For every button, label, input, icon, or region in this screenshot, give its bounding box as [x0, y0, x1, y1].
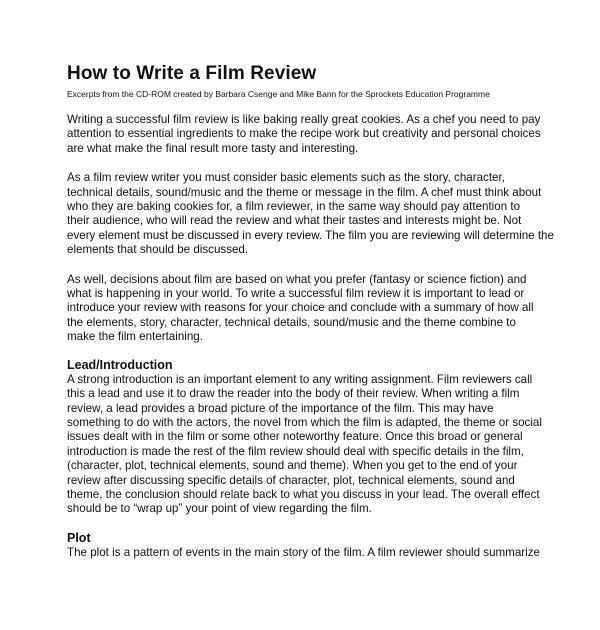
section-heading-lead: Lead/Introduction: [67, 357, 173, 372]
text-line: who they are baking cookies for, a film reviewer, in the same way should pay attention to: [67, 200, 521, 214]
intro-paragraph-2: [67, 171, 554, 257]
text-line: As a film review writer you must consider basic elements such as the story, character,: [67, 171, 505, 185]
text-line: Writing a successful film review is like baking really great cookies. As a chef you need to pay: [67, 113, 541, 126]
text-line: elements that should be discussed.: [67, 243, 249, 257]
text-line: issues dealt with in the film or some other noteworthy feature. Once this broad or general: [67, 430, 523, 444]
text-line: what is happening in your world. To write a successful film review it is important to lead or: [67, 287, 525, 301]
text-line: introduction is made the rest of the film review should deal with specific details in the film,: [67, 444, 524, 458]
text-line: every element must be discussed in every review. The film you are reviewing will determine the: [67, 228, 554, 242]
plot-section-text: [67, 546, 547, 560]
text-line: make the film entertaining.: [67, 330, 203, 344]
text-line: technical details, sound/music and the theme or message in the film. A chef must think about: [67, 185, 542, 199]
text-line: are what make the final result more tasty and interesting.: [67, 141, 359, 155]
text-line: introduce your review with reasons for your choice and conclude with a summary of how all: [67, 301, 534, 315]
text-line: something to do with the actors, the novel from which the film is adapted, the theme or social: [67, 415, 542, 429]
text-line: review after discussing specific details of character, plot, technical elements, sound and: [67, 473, 515, 487]
text-line: the elements, story, character, technical details, sound/music and the theme combine to: [67, 315, 516, 329]
text-line: (character, plot, technical elements, sound and theme). When you get to the end of your: [67, 459, 518, 473]
text-line: theme, the conclusion should relate back to what you discuss in your lead. The overall effect: [67, 487, 540, 501]
text-line: The plot is a pattern of events in the main story of the film. A film reviewer should summarize: [67, 545, 540, 559]
document-body: [67, 113, 554, 574]
lead-section-text: [67, 373, 547, 517]
text-line: review, a lead provides a broad picture of the importance of the film. This may have: [67, 401, 494, 415]
intro-paragraph-3: [67, 273, 547, 345]
text-line: A strong introduction is an important element to any writing assignment. Film reviewers call: [67, 372, 533, 386]
page-title: How to Write a Film Review: [67, 63, 317, 84]
section-heading-plot: Plot: [67, 530, 91, 545]
text-line: should be to “wrap up” your point of view regarding the film.: [67, 502, 372, 516]
page-subtitle: Excerpts from the CD-ROM created by Barbara Csenge and Mike Bann for the Sprockets Education Programme: [67, 89, 490, 99]
text-line: this a lead and use it to draw the reader into the body of their review. When writing a film: [67, 387, 520, 401]
text-line: their audience, who will read the review and what their tastes and interests might be. Not: [67, 214, 522, 228]
text-line: As well, decisions about film are based on what you prefer (fantasy or science fiction) and: [67, 272, 527, 286]
intro-paragraph-1: [67, 113, 547, 156]
text-line: attention to essential ingredients to make the recipe work but creativity and personal choices: [67, 127, 541, 141]
